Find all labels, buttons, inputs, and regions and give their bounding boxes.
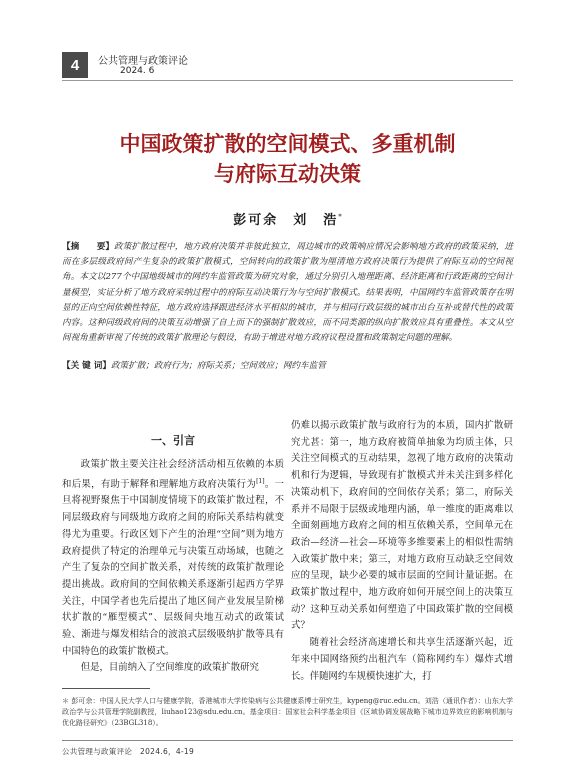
keywords <box>62 359 513 371</box>
author-names: 彭可余 刘 浩 <box>233 213 339 228</box>
journal-issue: 2024. 6 <box>120 66 155 76</box>
abstract-text: 政策扩散过程中，地方政府决策并非彼此独立，周边城市的政策响应情况会影响地方政府的政策采纳，进而在多层级政府间产生复杂的政策扩散模式，空间转向的政策扩散为厘清地方政府决策行为提供了府际互动的空间视角。本文以277个中国地级城市的网约车监管政策为研究对象，通过分别引入地理距离、经济距离和行政距离的空间计量模型，实证分析了地方政府采纳过程中的府际互动决策行为与空间扩散模式。结果表明，中国网约车监管政策存在明显的正向空间依赖性特征，地方政府选择跟进经济水平相似的城市，并与相同行政层级的城市出台互补或替代性的政策内容。这种同级政府间的决策互动增强了自上而下的强制扩散效应，而不同类源的纵向扩散效应具有重叠性。本文从空间视角重新审视了传统的政策扩散理论与假设，有助于增进对地方政府议程设置和政策制定问题的理解。 <box>62 242 513 344</box>
abstract-label: 【摘 要】 <box>62 242 115 252</box>
journal-name: 公共管理与政策评论 <box>98 56 188 67</box>
footer-divider <box>62 740 513 741</box>
paragraph-text: 政策扩散主要关注社会经济活动相互依赖的本质和后果，有助于解释和理解地方政府决策行为 <box>62 459 284 490</box>
body-paragraph <box>62 457 284 660</box>
citation-ref: [1] <box>256 477 265 485</box>
keywords-label: 【关 键 词】 <box>62 361 111 371</box>
footnote-divider <box>62 688 150 689</box>
article-authors <box>62 209 513 228</box>
article-title-line-1: 中国政策扩散的空间模式、多重机制 <box>119 131 456 156</box>
article-title-line-2: 与府际互动决策 <box>214 161 361 186</box>
keywords-text: 政策扩散；政府行为；府际关系；空间效应；网约车监管 <box>110 361 326 371</box>
page-number-badge: 4 <box>62 52 88 78</box>
author-footnote: ＊ 彭可余：中国人民大学人口与健康学院，香港城市大学传染病与公共健康系博士研究生，kypeng@ruc.edu.cn。刘浩（通讯作者）：山东大学政治学与公共管理学院副教授，liuhao123@sdu.edu.cn。基金项目：国家社会科学基金项目《区域协调发展战略下城市边界效应的影响机制与优化路径研究》（23BGL318）。 <box>62 697 513 727</box>
author-footnote-mark: * <box>338 213 342 221</box>
body-paragraph: 随着社会经济高速增长和共享生活逐渐兴起，近年来中国网络预约出租汽车（简称网约车）爆炸式增长。伴随网约车规模快速扩大，打 <box>291 637 513 682</box>
body-paragraph: 仍难以揭示政策扩散与政府行为的本质，国内扩散研究尤甚：第一，地方政府被简单抽象为均质主体，只关注空间模式的互动结果，忽视了地方政府的决策动机和行为逻辑，导致现有扩散模式并未关注到多样化决策动机下，政府间的空间依存关系；第二，府际关系并不局限于层级或地理内涵，单一维度的距离难以全面刻画地方政府之间的相互依赖关系，空间单元在政治—经济—社会—环境等多维要素上的相似性需纳入政策扩散中来；第三，对地方政府互动缺乏空间效应的呈现，缺少必要的城市层面的空间计量证据。在政策扩散过程中，地方政府如何开展空间上的决策互动？这种互动关系如何塑造了中国政策扩散的空间模式？ <box>291 420 513 632</box>
body-column-right <box>291 418 513 685</box>
header-divider <box>62 80 513 81</box>
body-column-left <box>62 457 284 677</box>
page-footer: 公共管理与政策评论 2024.6，4-19 <box>62 747 195 756</box>
body-paragraph: 但是，目前纳入了空间维度的政策扩散研究 <box>80 662 259 674</box>
section-heading: 一、引言 <box>151 434 195 447</box>
paragraph-text: 。一旦将视野聚焦于中国制度情境下的政策扩散过程，不同层级政府与同级地方政府之间的府际关系结构就变得尤为重要。行政区划下产生的治理“空间”则为地方政府提供了特定的治理单元与决策互动场域，也随之产生了复杂的空间扩散关系，对传统的政策扩散理论提出挑战。政府间的空间依赖关系逐渐引起西方学界关注，中国学者也先后提出了地区间产业发展呈阶梯状扩散的“雁型模式”、层级间央地互动式的政策试验、渐进与爆发相结合的波浪式层级吸纳扩散等具有中国特色的政策扩散模式。 <box>62 478 284 657</box>
abstract <box>62 240 513 346</box>
